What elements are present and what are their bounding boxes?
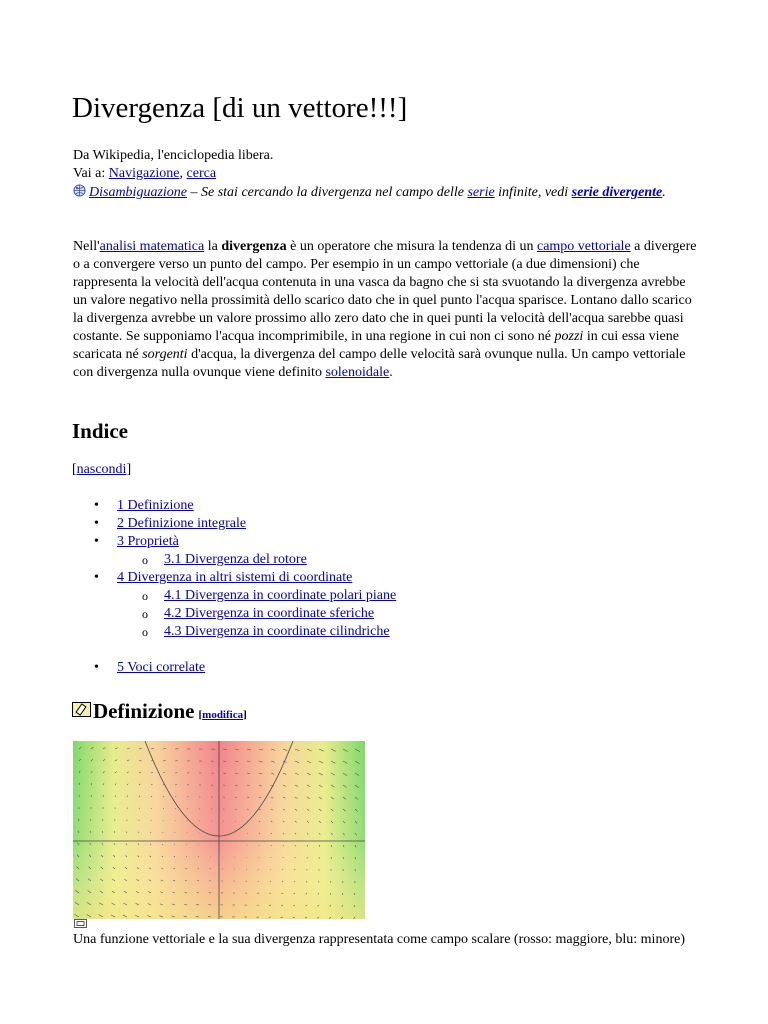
intro-text: Nell' [73,239,100,254]
section-edit-link[interactable]: modifica [202,709,244,721]
edit-bracket: ] [243,709,247,721]
toc-link-coordinate-sferiche[interactable]: 4.2 Divergenza in coordinate sferiche [164,606,375,621]
toc-link-proprieta[interactable]: 3 Proprietà [117,534,179,549]
disambiguation-text-2: infinite, vedi [494,185,572,200]
search-link[interactable]: cerca [186,166,217,181]
solenoidale-link[interactable]: solenoidale [325,365,390,380]
navigation-link[interactable]: Navigazione [108,166,180,181]
toc-item [94,497,396,515]
serie-divergente-link[interactable]: serie divergente [571,185,663,200]
toc-subitem [94,551,396,569]
toc-heading: Indice [72,419,129,443]
toc-subitem [94,605,396,623]
disambiguation-text: – Se stai cercando la divergenza nel campo delle [187,185,468,200]
vector-arrow [247,833,248,834]
disambiguation-globe-icon [73,184,86,197]
table-of-contents [94,497,396,677]
toc-hide-link[interactable]: nascondi [76,462,127,477]
intro-text: . [389,365,393,380]
section-heading-definizione [72,699,247,724]
intro-text: è un operatore che misura la tendenza di un [286,239,537,254]
jump-links [73,165,713,183]
disambiguation-note [73,184,713,202]
disambiguation-end: . [662,185,666,200]
toc-item [94,569,396,587]
toc-link-altri-sistemi[interactable]: 4 Divergenza in altri sistemi di coordinate [117,570,353,585]
toc-link-definizione-integrale[interactable]: 2 Definizione integrale [117,516,247,531]
toc-subitem [94,587,396,605]
toc-subitem [94,623,396,641]
serie-link[interactable]: serie [467,185,495,200]
figure-caption: Una funzione vettoriale e la sua divergenza rappresentata come campo scalare (rosso: maggiore, blu: minore) [73,932,685,947]
site-subtitle-block [73,147,713,183]
toc-spacer [94,641,396,659]
disambiguation-link[interactable]: Disambiguazione [89,185,187,200]
toc-link-voci-correlate[interactable]: 5 Voci correlate [117,660,206,675]
intro-paragraph [73,238,703,382]
enlarge-icon[interactable] [74,919,87,928]
intro-text: d'acqua, la divergenza del campo delle velocità sarà ovunque nulla. Un campo vettoriale con divergenza nulla ovunque viene definito [73,347,686,380]
intro-text: a divergere o a convergere verso un punto del campo. Per esempio in un campo vettoriale (a due dimensioni) che rappresenta la velocità dell'acqua contenuta in una vasca da bagno che si sta svuotando la divergenza avrebbe un valore negativo nella prossimità dello scarico dato che in quel punto l'acqua sparisce. Lontano dallo scarico la divergenza avrebbe un valore prossimo allo zero dato che in quei punti la velocità dell'acqua sarebbe quasi costante. Se supponiamo l'acqua incomprimibile, in una regione in cui non ci sono né [73,239,697,344]
campo-vettoriale-link[interactable]: campo vettoriale [536,239,631,254]
toc-link-coordinate-polari[interactable]: 4.1 Divergenza in coordinate polari piane [164,588,397,603]
analisi-matematica-link[interactable]: analisi matematica [99,239,205,254]
pozzi-term: pozzi [554,329,584,344]
toc-link-coordinate-cilindriche[interactable]: 4.3 Divergenza in coordinate cilindriche [164,624,390,639]
sorgenti-term: sorgenti [142,347,188,362]
jump-prefix: Vai a: [73,166,109,181]
toc-link-divergenza-rotore[interactable]: 3.1 Divergenza del rotore [164,552,307,567]
toc-link-definizione[interactable]: 1 Definizione [117,498,194,513]
section-edit [198,709,246,721]
jump-separator: , [179,166,187,181]
page-title: Divergenza [di un vettore!!!] [72,92,408,124]
toc-toggle-bracket: [ [72,462,77,477]
edit-pencil-icon [72,702,91,717]
divergence-field-image[interactable] [73,741,365,919]
edit-bracket: [ [198,709,203,721]
toc-toggle-bracket: ] [126,462,132,477]
toc-item [94,533,396,551]
toc-item [94,659,396,677]
divergenza-term: divergenza [221,239,287,254]
toc-toggle [72,462,131,478]
section-title: Definizione [93,699,195,723]
toc-item [94,515,396,533]
tagline: Da Wikipedia, l'enciclopedia libera. [73,148,274,163]
intro-text: la [204,239,222,254]
intro-text: in cui essa viene scaricata né [73,329,679,362]
